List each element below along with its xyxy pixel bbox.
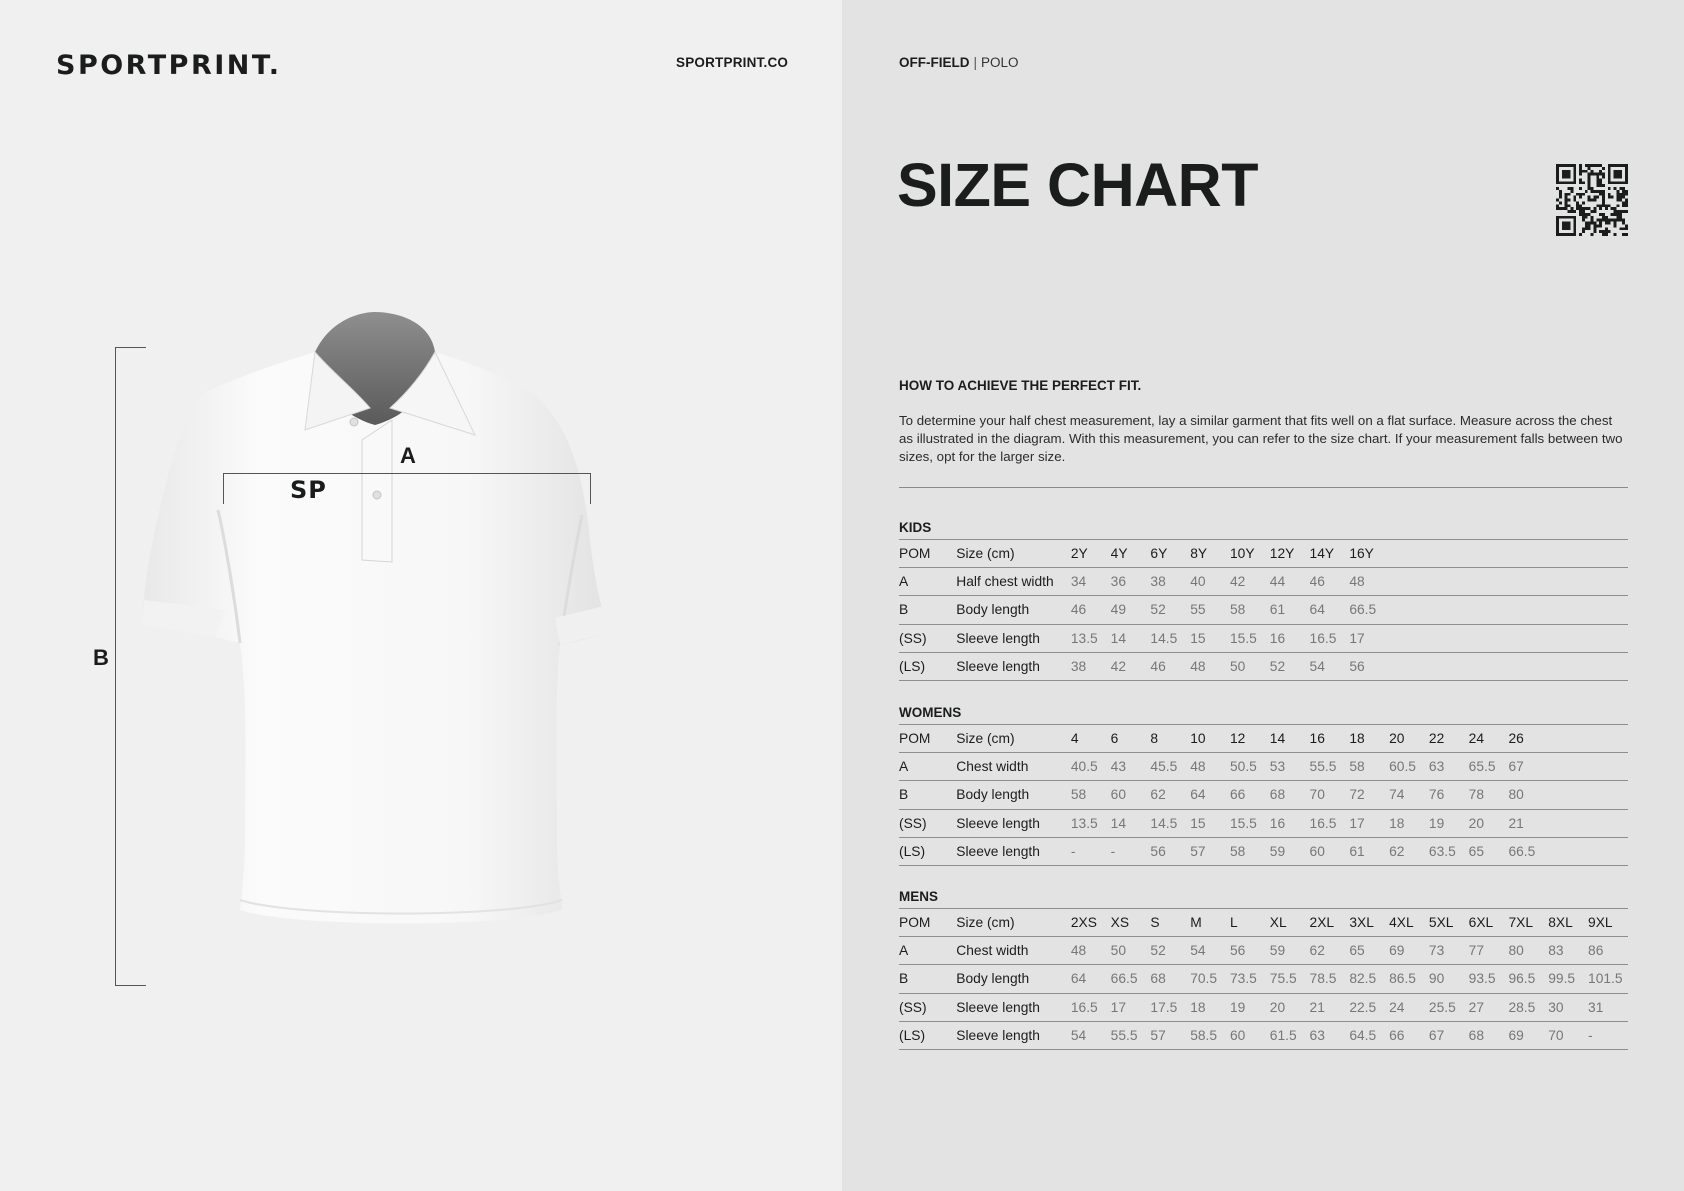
value-cell: 74	[1389, 787, 1405, 803]
value-cell	[1588, 837, 1628, 865]
value-cell: 64.5	[1349, 1027, 1377, 1043]
value-cell: 56	[1349, 658, 1365, 674]
column-header-size: 26	[1508, 731, 1524, 747]
value-cell: 73	[1428, 943, 1445, 959]
table-row	[899, 596, 1628, 624]
value-cell: 27	[1468, 999, 1485, 1015]
column-header-size	[1389, 540, 1429, 568]
qr-code-icon	[1556, 164, 1628, 236]
value-cell: -	[1070, 843, 1076, 859]
value-cell: 69	[1508, 1027, 1524, 1043]
value-cell: 50.5	[1229, 759, 1257, 775]
value-cell: 60	[1110, 787, 1126, 803]
value-cell: 68	[1150, 971, 1166, 987]
value-cell	[1588, 568, 1628, 596]
table-header-row	[899, 725, 1628, 753]
value-cell: 65.5	[1468, 759, 1496, 775]
value-cell: 53	[1269, 759, 1286, 775]
value-cell: 58	[1070, 787, 1087, 803]
value-cell: 78.5	[1309, 971, 1337, 987]
column-header-size: 12	[1229, 731, 1246, 747]
value-cell: 70	[1309, 787, 1325, 803]
measurement-label-cell: Chest width	[956, 943, 1029, 959]
value-cell: 14	[1110, 815, 1126, 831]
value-cell: 72	[1349, 787, 1365, 803]
value-cell: 22.5	[1349, 999, 1377, 1015]
value-cell: 63	[1309, 1027, 1325, 1043]
column-header-size: 14Y	[1309, 546, 1335, 562]
section-title-womens: WOMENS	[899, 705, 962, 720]
value-cell: 48	[1349, 574, 1365, 590]
value-cell: 16	[1269, 630, 1286, 646]
value-cell: 55	[1190, 602, 1206, 618]
value-cell: 42	[1229, 574, 1246, 590]
column-header-pom: POM	[899, 915, 931, 931]
value-cell	[1588, 753, 1628, 781]
column-header-size: 10Y	[1229, 546, 1255, 562]
measurement-label-cell: Half chest width	[956, 574, 1054, 590]
column-header-size	[1548, 725, 1588, 753]
value-cell: 38	[1070, 658, 1087, 674]
column-header-size: 16	[1309, 731, 1325, 747]
pom-cell: (LS)	[899, 658, 926, 674]
column-header-size: 6	[1110, 731, 1119, 747]
value-cell: 78	[1468, 787, 1485, 803]
value-cell: 13.5	[1070, 630, 1098, 646]
value-cell	[1469, 624, 1509, 652]
value-cell	[1588, 809, 1628, 837]
value-cell: 66.5	[1110, 971, 1138, 987]
value-cell	[1469, 568, 1509, 596]
pom-cell: (LS)	[899, 843, 926, 859]
value-cell: 15.5	[1229, 630, 1257, 646]
column-header-size: S	[1150, 915, 1160, 931]
value-cell: 99.5	[1548, 971, 1576, 987]
value-cell: 59	[1269, 843, 1286, 859]
value-cell: 58	[1229, 843, 1246, 859]
value-cell: -	[1588, 1027, 1593, 1043]
category-sub: POLO	[981, 55, 1019, 70]
value-cell: 24	[1389, 999, 1405, 1015]
value-cell: 60	[1229, 1027, 1246, 1043]
table-row	[899, 1021, 1628, 1049]
value-cell: 20	[1269, 999, 1286, 1015]
value-cell: 76	[1428, 787, 1445, 803]
value-cell: 66.5	[1349, 602, 1377, 618]
value-cell: 61	[1269, 602, 1286, 618]
brand-logo: SPORTPRINT.	[56, 50, 282, 81]
value-cell: 14	[1110, 630, 1126, 646]
value-cell: 46	[1150, 658, 1166, 674]
value-cell: 66	[1389, 1027, 1405, 1043]
value-cell: 62	[1150, 787, 1166, 803]
value-cell: 17.5	[1150, 999, 1178, 1015]
value-cell: 63	[1428, 759, 1445, 775]
value-cell	[1508, 568, 1548, 596]
value-cell	[1548, 753, 1588, 781]
category-main: OFF-FIELD	[899, 55, 970, 70]
value-cell	[1548, 781, 1588, 809]
value-cell	[1548, 837, 1588, 865]
column-header-size: 6Y	[1150, 546, 1168, 562]
column-header-size: 6XL	[1468, 915, 1494, 931]
table-header-row	[899, 540, 1628, 568]
section-title-kids: KIDS	[899, 520, 932, 535]
column-header-size: 16Y	[1349, 546, 1374, 562]
value-cell: 52	[1269, 658, 1286, 674]
column-header-label: Size (cm)	[956, 546, 1015, 562]
table-row	[899, 937, 1628, 965]
value-cell: 48	[1190, 658, 1206, 674]
column-header-size	[1548, 540, 1588, 568]
value-cell: 52	[1150, 602, 1166, 618]
value-cell: 31	[1588, 999, 1604, 1015]
value-cell: 56	[1229, 943, 1246, 959]
column-header-size: 4XL	[1389, 915, 1414, 931]
measurement-label-cell: Body length	[956, 602, 1030, 618]
column-header-size: 9XL	[1588, 915, 1613, 931]
value-cell: 68	[1468, 1027, 1485, 1043]
value-cell: 101.5	[1588, 971, 1623, 987]
value-cell: 55.5	[1309, 759, 1337, 775]
value-cell: 45.5	[1150, 759, 1178, 775]
measurement-label-cell: Sleeve length	[956, 843, 1040, 859]
value-cell: 66.5	[1508, 843, 1536, 859]
pom-cell: (LS)	[899, 1027, 926, 1043]
value-cell: 40.5	[1070, 759, 1098, 775]
value-cell: 69	[1389, 943, 1405, 959]
pom-cell: A	[899, 943, 909, 959]
section-title-mens: MENS	[899, 889, 939, 904]
site-url: SPORTPRINT.CO	[676, 55, 789, 70]
value-cell: 30	[1548, 999, 1564, 1015]
value-cell: 83	[1548, 943, 1564, 959]
value-cell: 42	[1110, 658, 1126, 674]
value-cell: 66	[1229, 787, 1246, 803]
value-cell: 56	[1150, 843, 1166, 859]
column-header-size	[1588, 540, 1628, 568]
value-cell: 38	[1150, 574, 1166, 590]
value-cell	[1548, 596, 1588, 624]
value-cell: 54	[1309, 658, 1325, 674]
column-header-size: 20	[1389, 731, 1405, 747]
label-b: B	[93, 645, 109, 670]
fit-instructions: To determine your half chest measurement, lay a similar garment that fits well on a flat surface. Measure across the chest as illustrated in the diagram. With this measurement, you can refer to the size chart. If your measurement falls between two sizes, opt for the larger size.	[899, 413, 1623, 464]
column-header-size: M	[1190, 915, 1202, 931]
value-cell: 64	[1070, 971, 1087, 987]
value-cell: 21	[1508, 815, 1524, 831]
value-cell: 46	[1070, 602, 1087, 618]
value-cell	[1588, 652, 1628, 680]
value-cell: 43	[1110, 759, 1126, 775]
value-cell	[1548, 624, 1588, 652]
value-cell	[1389, 568, 1429, 596]
table-row	[899, 965, 1628, 993]
measurement-label-cell: Sleeve length	[956, 658, 1040, 674]
column-header-size: 14	[1269, 731, 1286, 747]
column-header-size: 8XL	[1548, 915, 1573, 931]
table-row	[899, 568, 1628, 596]
value-cell: 82.5	[1349, 971, 1377, 987]
measurement-label-cell: Body length	[956, 787, 1030, 803]
value-cell: 16.5	[1309, 630, 1337, 646]
value-cell	[1548, 568, 1588, 596]
value-cell: 68	[1269, 787, 1286, 803]
column-header-size	[1508, 540, 1548, 568]
value-cell: 19	[1428, 815, 1445, 831]
pom-cell: (SS)	[899, 999, 927, 1015]
value-cell	[1429, 596, 1469, 624]
value-cell: 48	[1070, 943, 1087, 959]
column-header-size: 2XS	[1070, 915, 1097, 931]
value-cell: 36	[1110, 574, 1126, 590]
table-row	[899, 624, 1628, 652]
column-header-size: 4	[1070, 731, 1079, 747]
value-cell: 70	[1548, 1027, 1564, 1043]
column-header-size: 5XL	[1428, 915, 1454, 931]
value-cell: 58	[1349, 759, 1365, 775]
value-cell: 16	[1269, 815, 1286, 831]
column-header-size: 2XL	[1309, 915, 1335, 931]
value-cell: 25.5	[1428, 999, 1456, 1015]
value-cell: 55.5	[1110, 1027, 1138, 1043]
column-header-pom: POM	[899, 546, 931, 562]
table-row	[899, 753, 1628, 781]
value-cell: 86.5	[1389, 971, 1416, 987]
value-cell: 86	[1588, 943, 1604, 959]
value-cell: 15	[1190, 630, 1206, 646]
pom-cell: B	[899, 602, 909, 618]
value-cell: 65	[1468, 843, 1485, 859]
category-separator: |	[973, 55, 978, 70]
value-cell: 63.5	[1428, 843, 1456, 859]
value-cell: 93.5	[1468, 971, 1496, 987]
value-cell: 16.5	[1070, 999, 1098, 1015]
value-cell: 14.5	[1150, 630, 1178, 646]
value-cell: 15.5	[1229, 815, 1257, 831]
table-row	[899, 993, 1628, 1021]
pom-cell: A	[899, 759, 909, 775]
value-cell	[1508, 624, 1548, 652]
value-cell	[1548, 652, 1588, 680]
polo-logo: SP	[290, 476, 327, 504]
value-cell: 73.5	[1229, 971, 1257, 987]
value-cell: 61	[1349, 843, 1365, 859]
value-cell: 65	[1349, 943, 1365, 959]
value-cell: 57	[1150, 1027, 1166, 1043]
column-header-size: 24	[1468, 731, 1485, 747]
table-row	[899, 652, 1628, 680]
value-cell: 16.5	[1309, 815, 1337, 831]
mens-size-section	[899, 886, 1628, 1050]
value-cell	[1508, 652, 1548, 680]
table-header-row	[899, 909, 1628, 937]
value-cell: 58.5	[1190, 1027, 1218, 1043]
column-header-size: 8	[1150, 731, 1159, 747]
value-cell	[1469, 596, 1509, 624]
value-cell: 48	[1190, 759, 1206, 775]
fit-heading: HOW TO ACHIEVE THE PERFECT FIT.	[899, 378, 1142, 393]
value-cell: 28.5	[1508, 999, 1536, 1015]
polo-shirt-illustration	[130, 300, 680, 1000]
value-cell	[1429, 624, 1469, 652]
column-header-size: 10	[1190, 731, 1206, 747]
value-cell: 60	[1309, 843, 1325, 859]
column-header-size: 2Y	[1070, 546, 1088, 562]
value-cell: 44	[1269, 574, 1286, 590]
value-cell: 17	[1349, 815, 1365, 831]
column-header-size: 4Y	[1110, 546, 1128, 562]
column-header-size: 22	[1428, 731, 1445, 747]
value-cell: 57	[1190, 843, 1206, 859]
value-cell: 40	[1190, 574, 1206, 590]
womens-size-table	[899, 724, 1628, 866]
value-cell: -	[1110, 843, 1116, 859]
divider	[899, 487, 1628, 488]
value-cell: 62	[1389, 843, 1405, 859]
column-header-size	[1588, 725, 1628, 753]
value-cell: 90	[1428, 971, 1445, 987]
value-cell: 20	[1468, 815, 1485, 831]
measurement-label-cell: Sleeve length	[956, 630, 1040, 646]
value-cell	[1508, 596, 1548, 624]
value-cell	[1548, 809, 1588, 837]
value-cell	[1389, 652, 1429, 680]
column-header-size	[1469, 540, 1509, 568]
measurement-label-cell: Sleeve length	[956, 1027, 1040, 1043]
value-cell: 62	[1309, 943, 1325, 959]
measurement-label-cell: Sleeve length	[956, 815, 1040, 831]
column-header-label: Size (cm)	[956, 915, 1015, 931]
value-cell: 80	[1508, 787, 1524, 803]
value-cell: 61.5	[1269, 1027, 1297, 1043]
measurement-label-cell: Sleeve length	[956, 999, 1040, 1015]
pom-cell: B	[899, 787, 909, 803]
table-row	[899, 809, 1628, 837]
measurement-label-cell: Chest width	[956, 759, 1029, 775]
pom-cell: (SS)	[899, 630, 927, 646]
value-cell: 14.5	[1150, 815, 1178, 831]
pom-cell: (SS)	[899, 815, 927, 831]
column-header-size: 8Y	[1190, 546, 1208, 562]
chest-width-line	[223, 473, 591, 504]
value-cell: 50	[1110, 943, 1126, 959]
value-cell: 77	[1468, 943, 1485, 959]
column-header-size: XS	[1110, 915, 1130, 931]
value-cell: 46	[1309, 574, 1325, 590]
column-header-size: L	[1229, 915, 1238, 931]
value-cell: 15	[1190, 815, 1206, 831]
page-title: SIZE CHART	[897, 151, 1258, 219]
value-cell: 18	[1190, 999, 1206, 1015]
column-header-size: 3XL	[1349, 915, 1374, 931]
value-cell: 58	[1229, 602, 1246, 618]
value-cell: 60.5	[1389, 759, 1416, 775]
value-cell	[1389, 596, 1429, 624]
value-cell: 96.5	[1508, 971, 1536, 987]
value-cell: 34	[1070, 574, 1087, 590]
measurement-label-cell: Body length	[956, 971, 1030, 987]
column-header-size: 7XL	[1508, 915, 1534, 931]
kids-size-table	[899, 539, 1628, 681]
pom-cell: B	[899, 971, 909, 987]
value-cell: 67	[1428, 1027, 1445, 1043]
value-cell: 67	[1508, 759, 1524, 775]
table-row	[899, 781, 1628, 809]
value-cell: 54	[1070, 1027, 1087, 1043]
value-cell: 54	[1190, 943, 1206, 959]
value-cell: 17	[1349, 630, 1365, 646]
value-cell: 70.5	[1190, 971, 1218, 987]
column-header-label: Size (cm)	[956, 731, 1015, 747]
column-header-size	[1429, 540, 1469, 568]
column-header-size: 12Y	[1269, 546, 1295, 562]
value-cell: 64	[1309, 602, 1325, 618]
column-header-pom: POM	[899, 731, 931, 747]
value-cell	[1588, 781, 1628, 809]
value-cell: 21	[1309, 999, 1325, 1015]
value-cell	[1588, 596, 1628, 624]
label-a: A	[400, 443, 416, 468]
value-cell	[1429, 652, 1469, 680]
value-cell: 13.5	[1070, 815, 1098, 831]
value-cell	[1469, 652, 1509, 680]
value-cell	[1389, 624, 1429, 652]
womens-size-section	[899, 702, 1628, 866]
value-cell: 64	[1190, 787, 1206, 803]
value-cell: 50	[1229, 658, 1246, 674]
pom-cell: A	[899, 574, 909, 590]
value-cell: 19	[1229, 999, 1246, 1015]
column-header-size: 18	[1349, 731, 1365, 747]
value-cell	[1588, 624, 1628, 652]
product-category	[899, 55, 1019, 70]
table-row	[899, 837, 1628, 865]
value-cell: 75.5	[1269, 971, 1297, 987]
value-cell: 49	[1110, 602, 1126, 618]
value-cell	[1429, 568, 1469, 596]
value-cell: 18	[1389, 815, 1405, 831]
value-cell: 59	[1269, 943, 1286, 959]
kids-size-section	[899, 517, 1628, 681]
column-header-size: XL	[1269, 915, 1287, 931]
value-cell: 52	[1150, 943, 1166, 959]
value-cell: 17	[1110, 999, 1126, 1015]
mens-size-table	[899, 908, 1628, 1050]
value-cell: 80	[1508, 943, 1524, 959]
